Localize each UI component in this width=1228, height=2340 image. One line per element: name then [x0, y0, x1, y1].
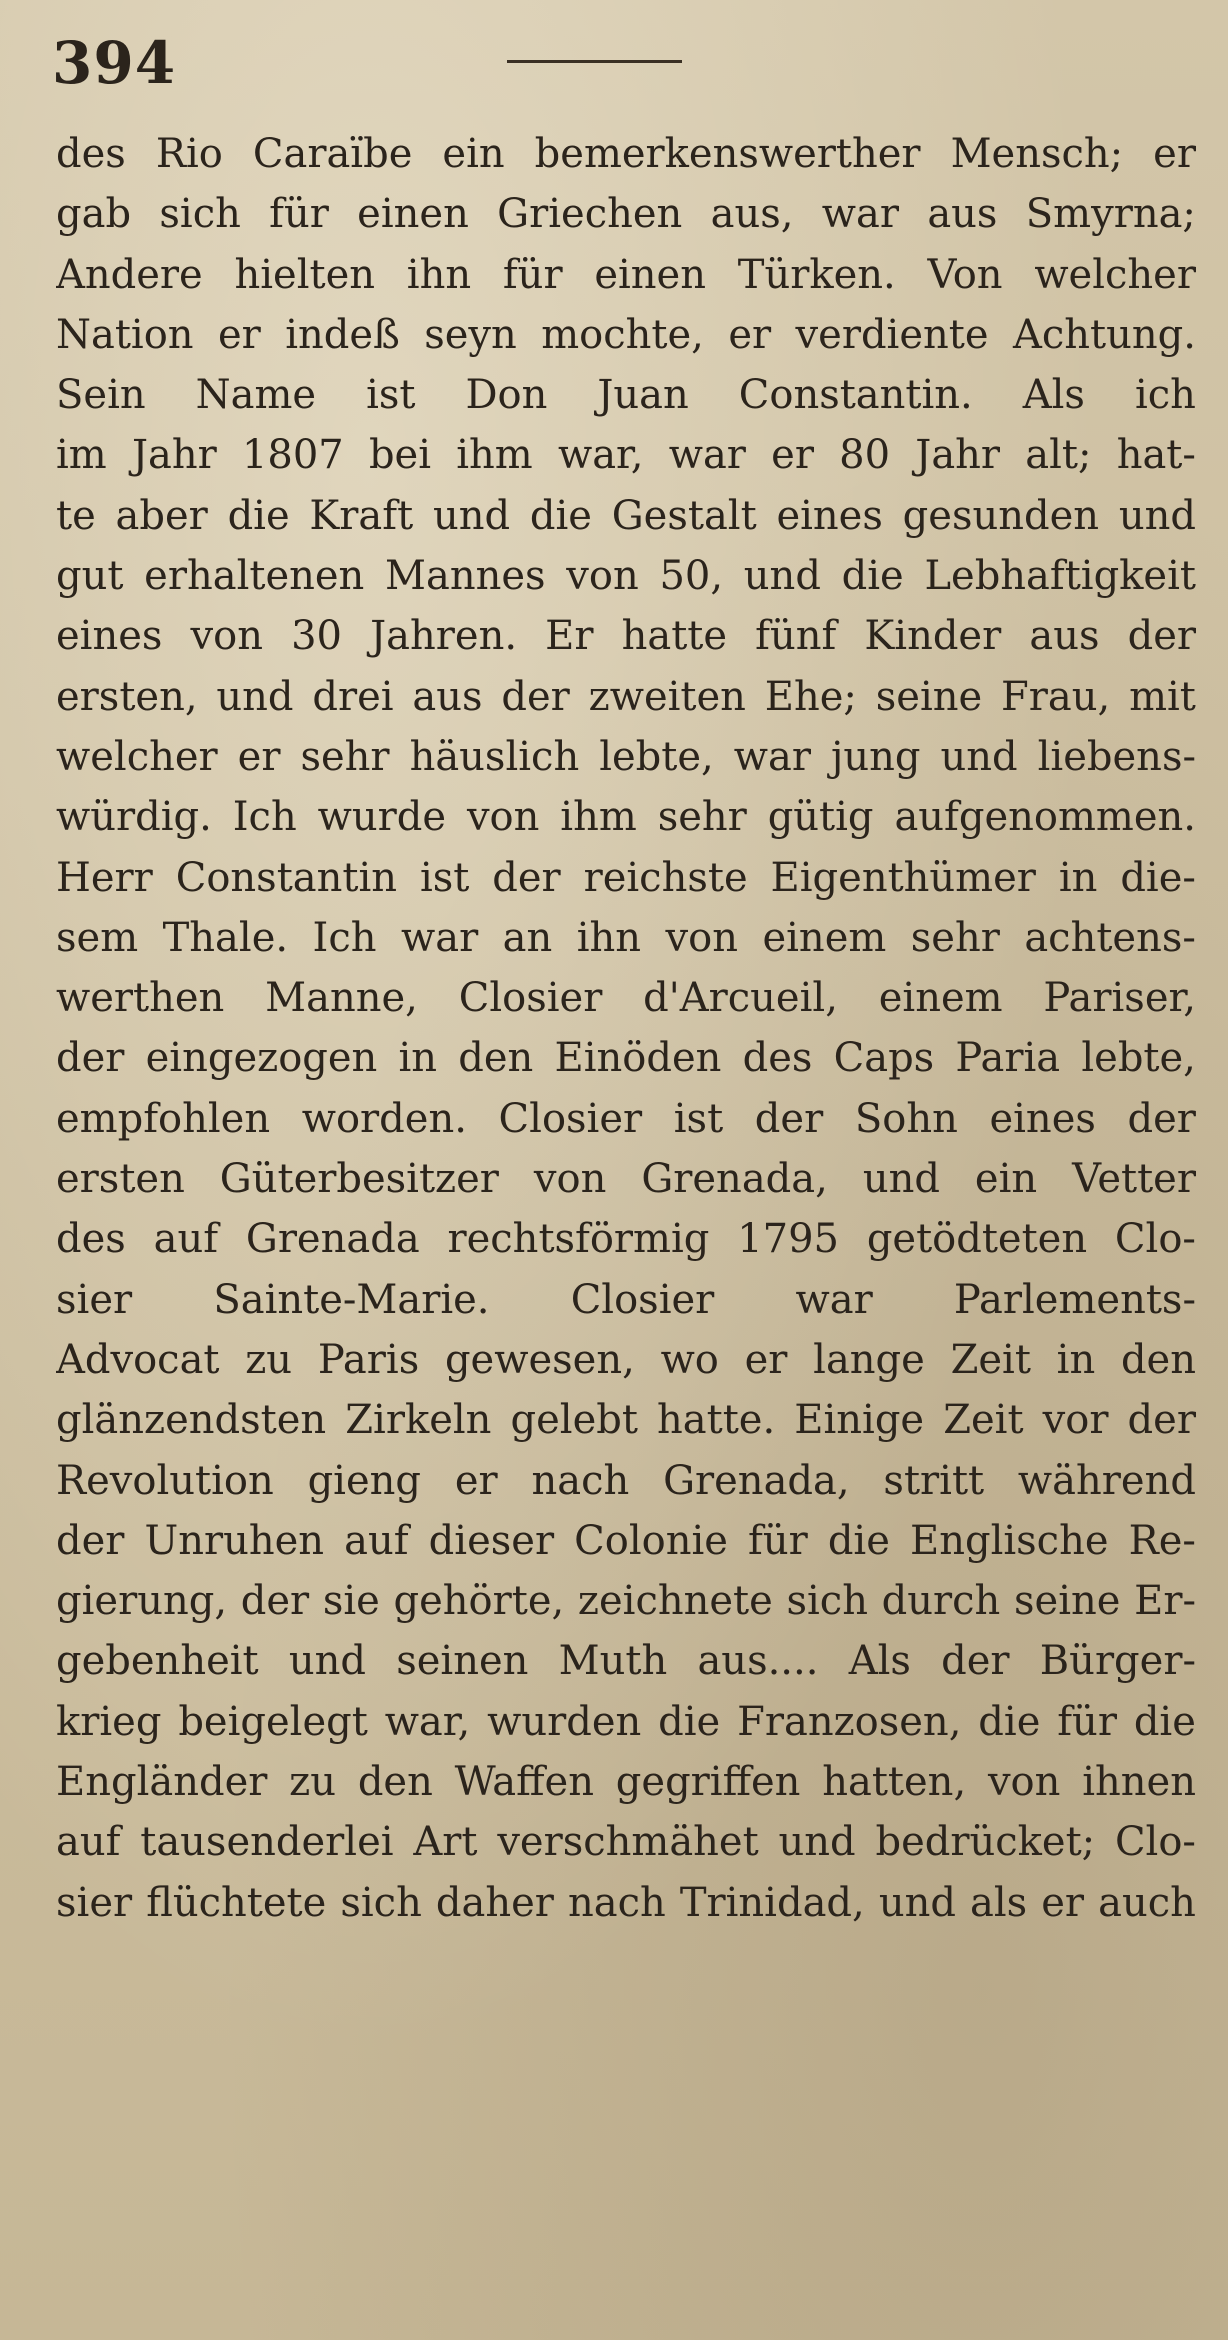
word: Art [413, 1819, 478, 1866]
word: lebte, [599, 733, 714, 780]
word: Engländer [56, 1759, 268, 1806]
word: eingezogen [145, 1035, 378, 1082]
word: Name [195, 372, 317, 419]
word: Caraïbe [252, 131, 413, 177]
word: Englische [910, 1517, 1109, 1564]
word: war [821, 191, 899, 238]
word: war [733, 733, 811, 780]
word: auf [56, 1819, 121, 1866]
word: für [1057, 1698, 1117, 1745]
word: sier [56, 1879, 133, 1926]
word: Rio [155, 131, 223, 177]
word: und [432, 492, 511, 539]
word: von [987, 1759, 1061, 1806]
text-line [56, 667, 1196, 727]
word: Bürger- [1039, 1638, 1196, 1685]
word: aufgenommen. [894, 794, 1196, 841]
word: von [190, 613, 263, 660]
word: Clo- [1114, 1216, 1196, 1263]
word: 1807 [241, 432, 344, 479]
word: jung [830, 733, 921, 780]
page-number: 394 [52, 29, 177, 97]
word: Herr [56, 854, 153, 901]
word: den [1120, 1336, 1196, 1383]
text-line [56, 546, 1196, 606]
word: Kinder [864, 613, 1002, 660]
text-line [56, 1752, 1196, 1812]
word: empfohlen [56, 1095, 271, 1142]
text-line [56, 1209, 1196, 1269]
word: der [1127, 1095, 1196, 1142]
word: als [970, 1879, 1028, 1926]
word: Jahr [915, 432, 1001, 479]
word: Constantin. [738, 372, 973, 419]
word: und [778, 1819, 856, 1866]
word: er [1153, 131, 1196, 177]
word: für [748, 1517, 808, 1564]
word: Grenada, [641, 1156, 828, 1203]
word: war [400, 914, 479, 961]
word: und [1118, 492, 1196, 539]
word: gebenheit [56, 1638, 259, 1685]
word: von [466, 794, 540, 841]
word: einem [762, 914, 887, 961]
word: war [795, 1276, 873, 1323]
word: für [502, 251, 563, 298]
word: Re- [1128, 1517, 1196, 1564]
word: Einige [794, 1397, 925, 1444]
word: war, [384, 1698, 471, 1745]
word: gesunden [902, 492, 1100, 539]
word: seine [1014, 1578, 1121, 1625]
word: worden. [301, 1095, 467, 1142]
word: fünf [755, 613, 837, 660]
word: Franzosen, [737, 1698, 962, 1745]
word: Gestalt [611, 492, 757, 539]
word: er [1041, 1879, 1085, 1926]
word: achtens- [1024, 914, 1196, 961]
word: ihm [560, 794, 637, 841]
word: gieng [307, 1457, 421, 1504]
word: auch [1098, 1879, 1196, 1926]
word: Eigenthümer [770, 854, 1036, 901]
word: aus, [710, 191, 794, 238]
word: Colonie [574, 1517, 728, 1564]
word: Lebhaftigkeit [924, 553, 1196, 600]
word: des [742, 1035, 813, 1082]
word: Muth [558, 1638, 668, 1685]
word: sich [159, 191, 241, 238]
word: welcher [1034, 251, 1196, 298]
word: ist [419, 854, 470, 901]
word: für [269, 191, 329, 238]
word: in [398, 1035, 438, 1082]
word: Closier [570, 1276, 715, 1323]
word: indeß [285, 311, 400, 358]
word: gierung, [56, 1578, 228, 1625]
word: seine [875, 673, 983, 720]
word: gewesen, [444, 1336, 635, 1383]
word: ihn [406, 251, 472, 298]
word: die [841, 553, 904, 600]
word: Nation [56, 311, 194, 358]
word: und [288, 1638, 366, 1685]
word: mochte, [541, 311, 704, 358]
word: reichste [583, 854, 748, 901]
word: lebte, [1081, 1035, 1196, 1082]
word: sich [340, 1879, 422, 1926]
word: nach [531, 1457, 630, 1504]
word: Jahren. [370, 613, 518, 660]
word: Juan [597, 372, 689, 419]
word: 1795 [737, 1216, 839, 1263]
word: glänzendsten [56, 1397, 327, 1444]
word: Zeit [950, 1336, 1031, 1383]
word: Als [1022, 372, 1085, 419]
text-body [56, 124, 1196, 1933]
word: häuslich [409, 733, 580, 780]
word: er [744, 1336, 788, 1383]
word: durch [881, 1578, 1001, 1625]
word: Parlements- [953, 1276, 1196, 1323]
word: Sainte-Marie. [213, 1276, 490, 1323]
word: Als [848, 1638, 911, 1685]
word: Mensch; [950, 131, 1124, 177]
word: drei [312, 673, 394, 720]
word: Manne, [265, 975, 418, 1022]
word: Unruhen [144, 1517, 325, 1564]
word: Paris [317, 1336, 420, 1383]
word: Smyrna; [1025, 191, 1196, 238]
word: te [56, 492, 96, 539]
word: von [566, 553, 639, 600]
word: die [827, 1517, 890, 1564]
word: Advocat [56, 1336, 220, 1383]
word: einem [878, 975, 1003, 1022]
word: der [240, 1578, 310, 1625]
page-header [52, 28, 1188, 98]
word: Trinidad, [679, 1879, 865, 1926]
text-line [56, 486, 1196, 546]
word: der [492, 854, 561, 901]
word: verschmähet [497, 1819, 759, 1866]
word: Mannes [385, 553, 546, 600]
word: sehr [300, 733, 390, 780]
text-line [56, 305, 1196, 365]
word: auf [153, 1216, 219, 1263]
word: aber [115, 492, 208, 539]
word: ist [366, 372, 416, 419]
word: ich [1134, 372, 1196, 419]
word: Einöden [554, 1035, 722, 1082]
word: beigelegt [178, 1698, 368, 1745]
word: sich [786, 1578, 868, 1625]
word: wurden [487, 1698, 642, 1745]
word: hat- [1116, 432, 1196, 479]
word: Grenada [245, 1216, 420, 1263]
word: liebens- [1037, 733, 1196, 780]
word: der [1127, 613, 1196, 660]
word: bedrücket; [875, 1819, 1096, 1866]
word: Closier [458, 975, 603, 1022]
word: die [227, 492, 290, 539]
text-line [56, 1149, 1196, 1209]
word: hatten, [822, 1759, 967, 1806]
word: seyn [424, 311, 517, 358]
word: den [357, 1759, 433, 1806]
text-line [56, 848, 1196, 908]
word: Kraft [309, 492, 414, 539]
word: sehr [910, 914, 1000, 961]
word: welcher [56, 733, 218, 780]
word: von [533, 1156, 607, 1203]
word: bei [368, 432, 432, 479]
text-line [56, 245, 1196, 305]
word: er [454, 1457, 498, 1504]
word: getödteten [866, 1216, 1088, 1263]
text-line [56, 1511, 1196, 1571]
word: bemerkenswerther [534, 131, 921, 177]
text-line [56, 124, 1196, 184]
word: ihm [456, 432, 533, 479]
text-line [56, 1571, 1196, 1631]
word: hatte [621, 613, 728, 660]
text-line [56, 1692, 1196, 1752]
word: sie [322, 1578, 380, 1625]
text-line [56, 1631, 1196, 1691]
word: in [1058, 854, 1098, 901]
text-line [56, 1812, 1196, 1872]
word: der [754, 1095, 824, 1142]
word: Zirkeln [345, 1397, 492, 1444]
word: von [665, 914, 738, 961]
word: der [941, 1638, 1010, 1685]
word: einen [594, 251, 706, 298]
header-rule [507, 60, 682, 63]
word: und [743, 553, 821, 600]
word: würdig. [56, 794, 212, 841]
text-line [56, 1873, 1196, 1933]
word: eines [56, 613, 163, 660]
word: Sein [56, 372, 146, 419]
word: wurde [317, 794, 447, 841]
word: ein [442, 131, 505, 177]
word: aus [927, 191, 998, 238]
word: Clo- [1114, 1819, 1196, 1866]
word: vor [1042, 1397, 1109, 1444]
word: in [1056, 1336, 1096, 1383]
word: erhaltenen [144, 553, 365, 600]
word: zu [289, 1759, 337, 1806]
word: und [940, 733, 1018, 780]
word: Vetter [1072, 1156, 1196, 1203]
word: Revolution [56, 1457, 274, 1504]
word: die [658, 1698, 721, 1745]
word: flüchtete [146, 1879, 327, 1926]
word: gegriffen [615, 1759, 801, 1806]
word: tausenderlei [140, 1819, 394, 1866]
word: war [668, 432, 746, 479]
word: den [458, 1035, 534, 1082]
word: aus [1029, 613, 1100, 660]
word: nach [567, 1879, 666, 1926]
word: er [771, 432, 814, 479]
word: an [502, 914, 553, 961]
word: 50, [659, 553, 724, 600]
text-line [56, 606, 1196, 666]
word: Constantin [175, 854, 398, 901]
text-line [56, 1089, 1196, 1149]
word: verdiente [795, 311, 989, 358]
word: der [1127, 1397, 1196, 1444]
word: Ehe; [764, 673, 857, 720]
text-line [56, 425, 1196, 485]
word: Von [927, 251, 1003, 298]
word: sehr [657, 794, 747, 841]
word: Closier [498, 1095, 643, 1142]
word: er [237, 733, 281, 780]
text-line [56, 365, 1196, 425]
word: Griechen [497, 191, 683, 238]
word: hatte. [657, 1397, 776, 1444]
word: hielten [234, 251, 376, 298]
word: Sohn [854, 1095, 958, 1142]
word: ist [673, 1095, 724, 1142]
text-line [56, 908, 1196, 968]
word: aus [412, 673, 483, 720]
word: wo [660, 1336, 719, 1383]
word: er [218, 311, 261, 358]
word: Caps [833, 1035, 935, 1082]
word: Ich [312, 914, 377, 961]
word: ihnen [1082, 1759, 1196, 1806]
word: sier [56, 1276, 133, 1323]
word: eines [989, 1095, 1096, 1142]
word: einen [357, 191, 469, 238]
word: die [529, 492, 592, 539]
text-line [56, 787, 1196, 847]
word: während [1017, 1457, 1196, 1504]
word: Achtung. [1012, 311, 1196, 358]
word: im [56, 432, 107, 479]
word: des [56, 1216, 126, 1263]
word: Waffen [454, 1759, 594, 1806]
word: stritt [883, 1457, 985, 1504]
word: ersten, [56, 673, 198, 720]
word: des [56, 131, 126, 177]
word: ein [974, 1156, 1038, 1203]
word: war, [557, 432, 644, 479]
word: der [56, 1517, 125, 1564]
word: gut [56, 553, 124, 600]
word: Ich [232, 794, 297, 841]
word: alt; [1025, 432, 1092, 479]
word: Zeit [943, 1397, 1024, 1444]
word: Thale. [162, 914, 289, 961]
word: werthen [56, 975, 225, 1022]
word: mit [1129, 673, 1196, 720]
word: und [862, 1156, 940, 1203]
word: die [978, 1698, 1041, 1745]
word: d'Arcueil, [643, 975, 838, 1022]
word: und [878, 1879, 956, 1926]
word: Türken. [737, 251, 896, 298]
text-line [56, 1270, 1196, 1330]
text-line [56, 1330, 1196, 1390]
text-line [56, 184, 1196, 244]
word: ersten [56, 1156, 185, 1203]
word: Frau, [1001, 673, 1111, 720]
word: Andere [56, 251, 203, 298]
word: und [216, 673, 294, 720]
word: gehörte, [393, 1578, 565, 1625]
word: eines [776, 492, 883, 539]
word: er [728, 311, 772, 358]
word: 30 [291, 613, 343, 660]
word: zeichnete [577, 1578, 773, 1625]
word: zu [245, 1336, 293, 1383]
word: der [56, 1035, 125, 1082]
word: Don [465, 372, 548, 419]
word: seinen [396, 1638, 529, 1685]
word: gütig [767, 794, 874, 841]
word: gelebt [510, 1397, 638, 1444]
word: die [1133, 1698, 1196, 1745]
word: gab [56, 191, 132, 238]
word: lange [813, 1336, 925, 1383]
word: daher [435, 1879, 554, 1926]
word: die- [1120, 854, 1196, 901]
word: sem [56, 914, 139, 961]
word: dieser [428, 1517, 555, 1564]
word: ihn [576, 914, 642, 961]
text-line [56, 968, 1196, 1028]
word: auf [344, 1517, 409, 1564]
word: der [501, 673, 570, 720]
word: rechtsförmig [447, 1216, 710, 1263]
text-line [56, 1390, 1196, 1450]
word: 80 [839, 432, 891, 479]
text-line [56, 1028, 1196, 1088]
word: Pariser, [1043, 975, 1196, 1022]
word: Grenada, [663, 1457, 850, 1504]
word: Jahr [131, 432, 217, 479]
word: Er- [1134, 1578, 1196, 1625]
word: krieg [56, 1698, 162, 1745]
word: aus.... [697, 1638, 819, 1685]
text-line [56, 727, 1196, 787]
word: Paria [955, 1035, 1061, 1082]
word: Güterbesitzer [219, 1156, 499, 1203]
text-line [56, 1451, 1196, 1511]
word: Er [545, 613, 594, 660]
word: zweiten [588, 673, 746, 720]
